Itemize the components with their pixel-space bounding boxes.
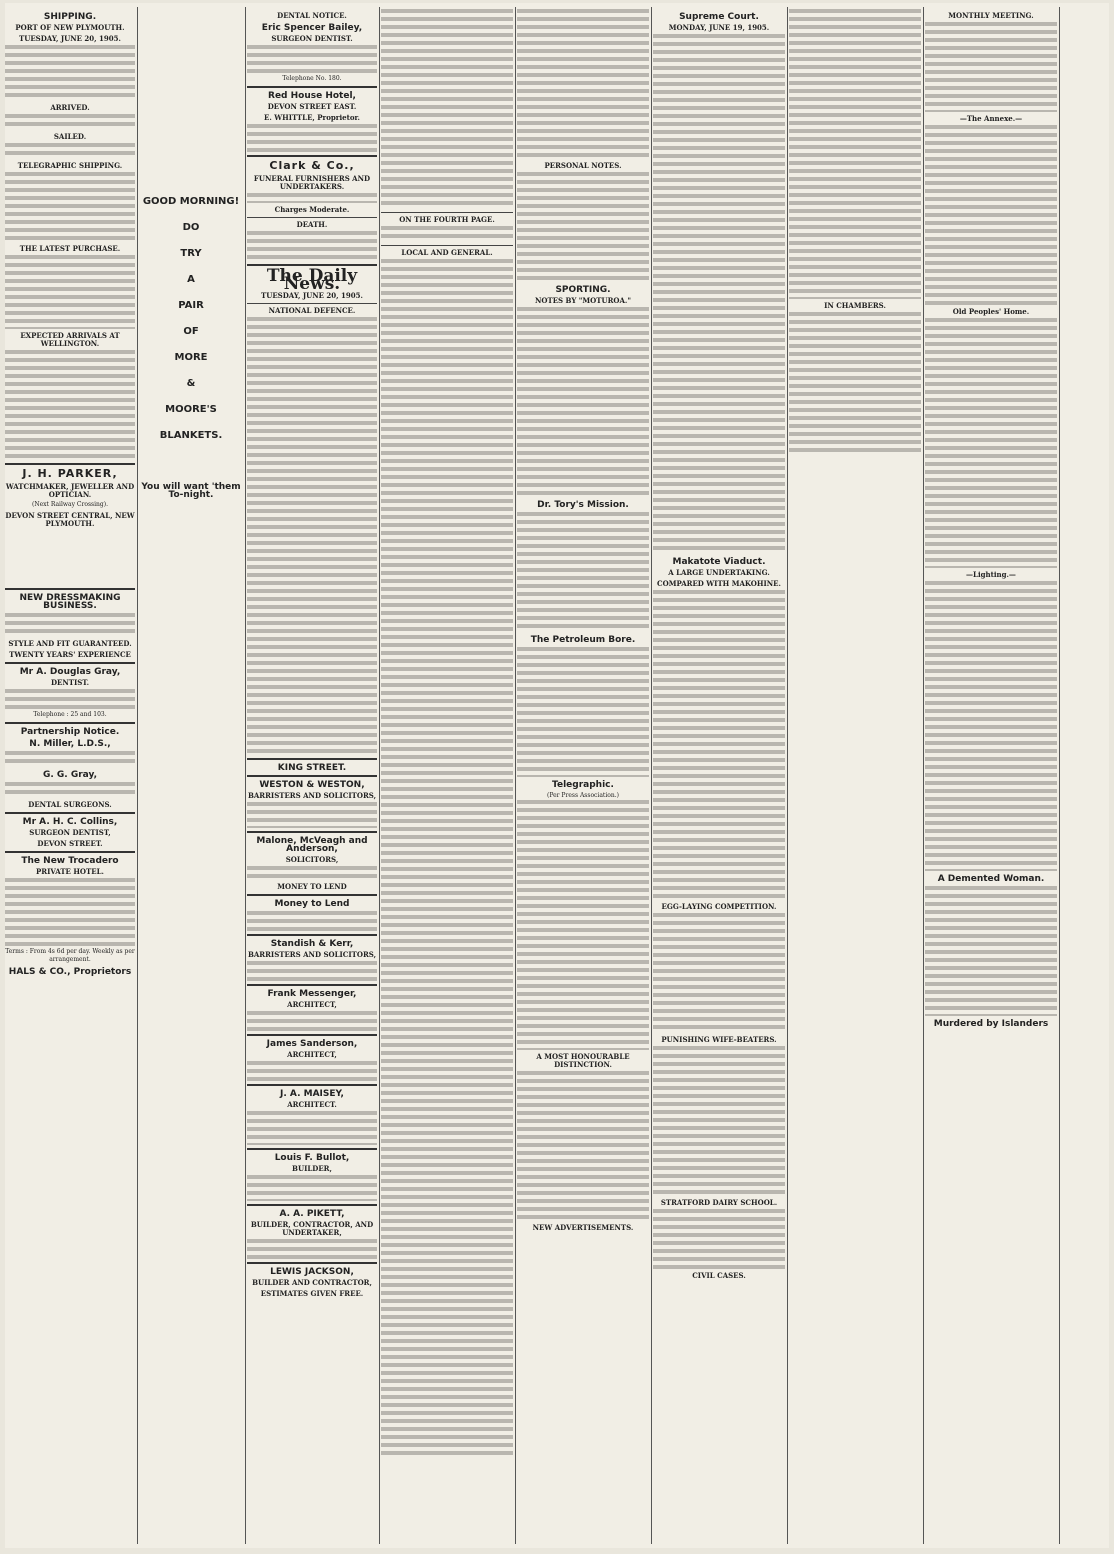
local-general-text [381, 259, 513, 1459]
column-rule [137, 7, 138, 1544]
demented-woman-text [925, 886, 1057, 1016]
dressmaking-exp: TWENTY YEARS' EXPERIENCE [9, 650, 131, 659]
sailed-list [5, 143, 135, 159]
messenger-text [247, 1011, 377, 1031]
court-continued [789, 9, 921, 299]
blanket-ad [139, 189, 243, 449]
expected-heading: EXPECTED ARRIVALS AT WELLINGTON. [20, 331, 120, 348]
partnership-heading: Partnership Notice. [20, 727, 120, 737]
trocadero-heading: The New Trocadero [21, 856, 119, 866]
supreme-court-text [653, 34, 785, 554]
annexe: —The Annexe.— [959, 114, 1023, 123]
gray2-heading: G. G. Gray, [42, 770, 98, 780]
dental-notice: DENTAL NOTICE. [277, 11, 347, 20]
ad-line: OF [183, 326, 199, 337]
column-rule [923, 7, 924, 1544]
local-general: LOCAL AND GENERAL. [401, 248, 493, 257]
gray-trade: DENTIST. [50, 678, 90, 687]
collins-trade: SURGEON DENTIST, [29, 828, 111, 837]
sanderson-text [247, 1061, 377, 1081]
arrived-list [5, 114, 135, 130]
trocadero-text [5, 878, 135, 948]
malone-text [247, 866, 377, 880]
local-continued [517, 9, 649, 159]
ad-line: MORE [174, 352, 208, 363]
lighting-text [925, 581, 1057, 871]
malone-heading: Malone, McVeagh and Anderson, [256, 836, 368, 854]
column-rule [245, 7, 246, 1544]
collins-addr: DEVON STREET. [37, 839, 103, 848]
in-chambers: IN CHAMBERS. [824, 301, 886, 310]
bullot-heading: Louis F. Bullot, [274, 1153, 350, 1163]
most-honourable-text [517, 1071, 649, 1221]
masthead: The Daily News. [266, 266, 358, 294]
lighting: —Lighting.— [966, 570, 1016, 579]
trocadero-terms: Terms : From 4s 6d per day. Weekly as per arrangement. [5, 948, 135, 963]
column-6 [653, 9, 785, 1544]
ad-line: PAIR [178, 300, 204, 311]
king-street: KING STREET. [277, 763, 347, 773]
telegraphic-heading: TELEGRAPHIC SHIPPING. [17, 161, 123, 170]
annexe-text [925, 125, 1057, 305]
clark-charges: Charges Moderate. [274, 205, 350, 214]
clark-text [247, 193, 377, 203]
mast-date: TUESDAY, JUNE 20, 1905. [261, 291, 363, 300]
sanderson-trade: ARCHITECT, [287, 1050, 337, 1059]
ad-line: BLANKETS. [159, 430, 223, 441]
bailey-heading: Eric Spencer Bailey, [261, 23, 363, 33]
money-lend-heading: Money to Lend [274, 899, 350, 909]
column-9-edge [1061, 9, 1109, 1544]
tide-table [5, 45, 135, 101]
column-rule [379, 7, 380, 1544]
telegraphic-text [517, 800, 649, 1050]
telegraphic: Telegraphic. [552, 780, 614, 790]
pikett-text [247, 1239, 377, 1259]
parker-addr1: (Next Railway Crossing). [31, 501, 109, 508]
sporting: SPORTING. [555, 285, 611, 295]
dressmaking-heading: NEW DRESSMAKING BUSINESS. [19, 593, 121, 611]
tory-mission: Dr. Tory's Mission. [537, 500, 629, 510]
lillis-heading: N. Miller, L.D.S., [29, 739, 111, 749]
sporting-text [517, 307, 649, 497]
civil-cases: CIVIL CASES. [692, 1271, 746, 1280]
parker-trade: WATCHMAKER, JEWELLER AND OPTICIAN. [5, 482, 135, 499]
port-name: PORT OF NEW PLYMOUTH. [15, 23, 125, 32]
redhouse-text [247, 124, 377, 152]
dental-surgeons: DENTAL SURGEONS. [28, 800, 112, 809]
messenger-trade: ARCHITECT, [287, 1000, 337, 1009]
death-heading: DEATH. [296, 220, 328, 229]
dressmaking-line: STYLE AND FIT GUARANTEED. [8, 639, 132, 648]
standish-heading: Standish & Kerr, [270, 939, 354, 949]
press-assoc: (Per Press Association.) [547, 792, 619, 799]
new-ads: NEW ADVERTISEMENTS. [532, 1223, 634, 1232]
personal-notes: PERSONAL NOTES. [544, 161, 622, 170]
weston-text [247, 802, 377, 828]
money-to-lend: MONEY TO LEND [277, 882, 347, 891]
sanderson-heading: James Sanderson, [266, 1039, 358, 1049]
redhouse-addr: DEVON STREET EAST. [267, 102, 357, 111]
messenger-heading: Frank Messenger, [267, 989, 357, 999]
maisey-heading: J. A. MAISEY, [280, 1089, 344, 1099]
date-line: TUESDAY, JUNE 20, 1905. [19, 34, 121, 43]
stratford-school-text [653, 1209, 785, 1269]
latest-purchase-heading: THE LATEST PURCHASE. [19, 244, 121, 253]
column-rule [651, 7, 652, 1544]
jackson-trade: BUILDER AND CONTRACTOR, [252, 1278, 372, 1287]
redhouse-heading: Red House Hotel, [268, 91, 356, 101]
bailey-phone: Telephone No. 180. [282, 75, 342, 82]
editorial-heading: NATIONAL DEFENCE. [268, 306, 356, 315]
clark-heading: Clark & Co., [269, 159, 355, 172]
gray2-text [5, 782, 135, 798]
trocadero-sub: PRIVATE HOTEL. [36, 867, 104, 876]
makatote-sub: A LARGE UNDERTAKING. [668, 568, 770, 577]
bailey-trade: SURGEON DENTIST. [271, 34, 353, 43]
ad-line: DO [182, 222, 200, 233]
bullot-trade: BUILDER, [292, 1164, 332, 1173]
egg-laying: EGG-LAYING COMPETITION. [661, 902, 777, 911]
latest-purchase-text [5, 255, 135, 329]
jackson-estimates: ESTIMATES GIVEN FREE. [260, 1289, 364, 1298]
in-chambers-text [789, 312, 921, 452]
sailed-heading: SAILED. [53, 132, 87, 141]
standish-text [247, 961, 377, 981]
court-date: MONDAY, JUNE 19, 1905. [668, 23, 770, 32]
monthly-meeting-text [925, 22, 1057, 112]
fourth-page-text [381, 226, 513, 242]
jackson-heading: LEWIS JACKSON, [270, 1267, 354, 1277]
weston-trade: BARRISTERS AND SOLICITORS, [247, 791, 377, 800]
ad-line: GOOD MORNING! [142, 196, 240, 207]
lillis-text [5, 751, 135, 767]
arrived-heading: ARRIVED. [50, 103, 90, 112]
warm-line: You will want 'them To-night. [141, 482, 241, 500]
sporting-sub: NOTES BY "MOTUROA." [535, 296, 631, 305]
makatote: Makatote Viaduct. [672, 557, 766, 567]
makatote-text [653, 590, 785, 900]
ad-line: & [186, 378, 196, 389]
monthly-meeting: MONTHLY MEETING. [948, 11, 1034, 20]
maisey-text [247, 1111, 377, 1145]
parker-heading: J. H. PARKER, [22, 467, 118, 480]
standish-trade: BARRISTERS AND SOLICITORS, [247, 950, 377, 959]
stratford-school: STRATFORD DAIRY SCHOOL. [660, 1198, 778, 1207]
gray-heading: Mr A. Douglas Gray, [19, 667, 121, 677]
column-2 [139, 9, 243, 1544]
column-rule [515, 7, 516, 1544]
pikett-heading: A. A. PIKETT, [279, 1209, 345, 1219]
egg-laying-text [653, 913, 785, 1033]
money-lend-text [247, 911, 377, 931]
column-rule [1059, 7, 1060, 1544]
parker-addr2: DEVON STREET CENTRAL, NEW PLYMOUTH. [5, 511, 135, 528]
newspaper-page [5, 3, 1109, 1548]
old-peoples-home-text [925, 318, 1057, 568]
dressmaking-text [5, 613, 135, 637]
collins-heading: Mr A. H. C. Collins, [22, 817, 118, 827]
ad-line: MOORE'S [165, 404, 217, 415]
supreme-court: Supreme Court. [679, 12, 759, 22]
wife-beaters: PUNISHING WIFE-BEATERS. [661, 1035, 777, 1044]
trocadero-foot: HALS & CO., Proprietors [8, 967, 132, 977]
weston-heading: WESTON & WESTON, [259, 780, 365, 790]
bullot-text [247, 1175, 377, 1201]
column-rule [787, 7, 788, 1544]
petroleum-bore-text [517, 647, 649, 777]
makatote-sub2: COMPARED WITH MAKOHINE. [657, 579, 781, 588]
column-8 [925, 9, 1057, 1544]
column-3 [247, 9, 377, 1544]
demented-woman: A Demented Woman. [937, 874, 1045, 884]
expected-text [5, 350, 135, 460]
fourth-page: ON THE FOURTH PAGE. [399, 215, 495, 224]
whittle: E. WHITTLE, Proprietor. [264, 113, 360, 122]
malone-trade: SOLICITORS, [285, 855, 339, 864]
editorial-continued [381, 9, 513, 209]
death-text [247, 231, 377, 261]
ad-line: TRY [180, 248, 202, 259]
editorial-text [247, 317, 377, 755]
gray-text [5, 689, 135, 711]
tory-mission-text [517, 512, 649, 632]
gray-phone: Telephone : 25 and 103. [33, 711, 107, 718]
telegraphic-text [5, 172, 135, 242]
bailey-text [247, 45, 377, 75]
murdered: Murdered by Islanders [933, 1019, 1049, 1029]
old-peoples-home: Old Peoples' Home. [952, 307, 1030, 316]
column-5 [517, 9, 649, 1544]
clark-trade: FUNERAL FURNISHERS AND UNDERTAKERS. [253, 174, 371, 191]
shipping-heading: SHIPPING. [43, 12, 97, 22]
pikett-trade: BUILDER, CONTRACTOR, AND UNDERTAKER, [250, 1220, 374, 1237]
petroleum-bore: The Petroleum Bore. [530, 635, 636, 645]
personal-notes-text [517, 172, 649, 282]
column-1 [5, 9, 135, 1544]
wife-beaters-text [653, 1046, 785, 1196]
column-4 [381, 9, 513, 1544]
column-7 [789, 9, 921, 1544]
maisey-trade: ARCHITECT. [287, 1100, 337, 1109]
most-honourable: A MOST HONOURABLE DISTINCTION. [536, 1052, 630, 1069]
ad-line: A [187, 274, 195, 285]
